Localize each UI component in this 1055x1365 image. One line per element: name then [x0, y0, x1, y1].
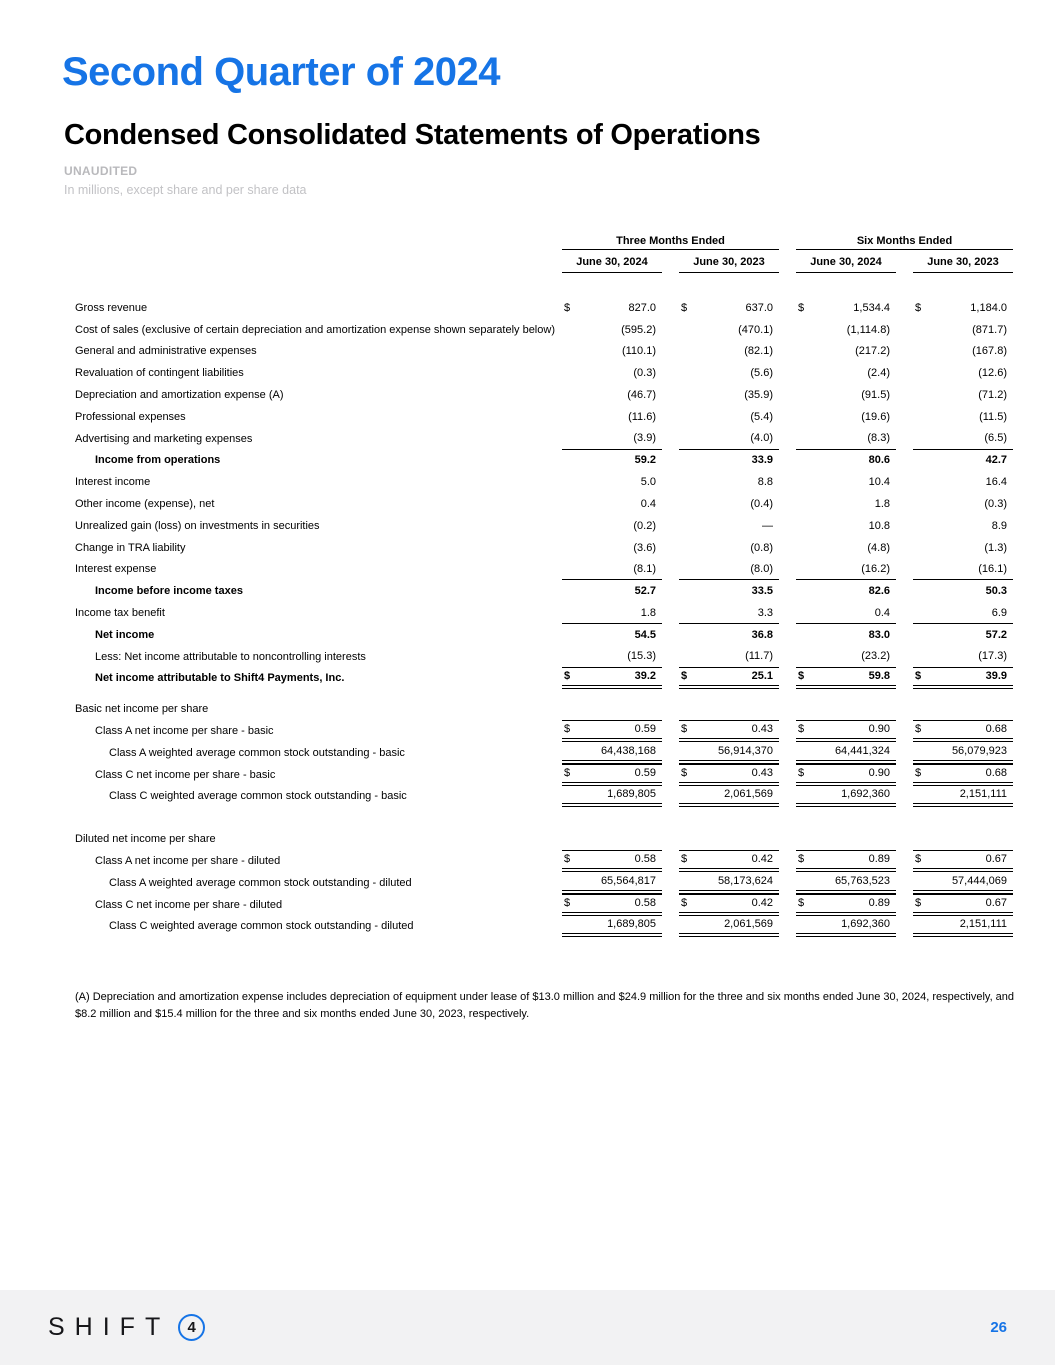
value-number: (0.3) [633, 367, 656, 380]
value-number: 80.6 [868, 454, 890, 467]
value-number: 64,438,168 [600, 744, 656, 757]
row-label: Class C weighted average common stock outstanding - basic [109, 790, 407, 803]
row-label: Class C weighted average common stock outstanding - diluted [109, 920, 414, 933]
currency-symbol: $ [681, 723, 688, 736]
value-number: 56,914,370 [717, 744, 773, 757]
value-cell [796, 471, 896, 493]
value-cell [913, 720, 1013, 742]
page-footer [0, 1290, 1055, 1365]
value-number: 1,689,805 [607, 788, 656, 801]
empty-cell [562, 698, 662, 720]
value-number: (15.3) [627, 650, 656, 663]
value-number: (1,114.8) [846, 323, 890, 336]
row-label: Class A weighted average common stock outstanding - basic [109, 746, 405, 759]
value-cell [562, 515, 662, 537]
row-label: Interest income [75, 476, 151, 489]
row-spacer [75, 689, 1013, 698]
value-cell [913, 602, 1013, 624]
value-cell [913, 916, 1013, 938]
value-number: (4.0) [750, 432, 773, 445]
currency-symbol: $ [564, 897, 571, 910]
value-number: 0.89 [868, 853, 890, 866]
value-cell [796, 850, 896, 872]
value-cell [913, 624, 1013, 646]
value-number: 0.67 [985, 897, 1007, 910]
value-cell [796, 602, 896, 624]
currency-symbol: $ [564, 853, 571, 866]
value-cell [796, 559, 896, 581]
value-cell [679, 624, 779, 646]
value-cell [679, 764, 779, 786]
value-cell [913, 764, 1013, 786]
value-number: 637.0 [745, 301, 773, 314]
value-number: 0.67 [985, 853, 1007, 866]
value-number: (871.7) [972, 323, 1007, 336]
value-number: 0.89 [868, 897, 890, 910]
currency-symbol: $ [915, 301, 922, 314]
value-number: (0.2) [633, 519, 656, 532]
value-number: — [762, 519, 773, 532]
value-number: 83.0 [868, 628, 890, 641]
value-number: (12.6) [978, 367, 1007, 380]
row-label: Depreciation and amortization expense (A) [75, 389, 284, 402]
value-number: 0.68 [985, 767, 1007, 780]
value-number: 57,444,069 [951, 874, 1007, 887]
row-label: General and administrative expenses [75, 345, 257, 358]
currency-symbol: $ [915, 767, 922, 780]
value-cell [679, 319, 779, 341]
value-cell [562, 384, 662, 406]
value-number: (0.4) [750, 498, 773, 511]
value-number: 2,151,111 [959, 788, 1007, 801]
value-number: (8.0) [750, 562, 773, 575]
value-cell [679, 450, 779, 472]
units-note: In millions, except share and per share data [64, 183, 307, 197]
value-number: 1,184.0 [970, 301, 1007, 314]
row-label: Income tax benefit [75, 607, 165, 619]
value-number: 65,564,817 [600, 874, 656, 887]
row-label: Class C net income per share - basic [95, 768, 276, 781]
value-cell [796, 720, 896, 742]
value-cell [913, 515, 1013, 537]
value-number: (0.3) [984, 498, 1007, 511]
value-number: 0.42 [751, 897, 773, 910]
row-label: Cost of sales (exclusive of certain depreciation and amortization expense shown separately below) [75, 323, 555, 336]
column-header: June 30, 2024 [562, 252, 662, 273]
value-cell [796, 450, 896, 472]
value-number: 42.7 [985, 454, 1007, 467]
value-number: (35.9) [744, 389, 773, 402]
value-cell [562, 602, 662, 624]
value-number: (595.2) [621, 323, 656, 336]
value-cell [913, 537, 1013, 559]
value-number: (110.1) [621, 345, 656, 358]
value-number: (11.6) [628, 410, 656, 423]
value-cell [562, 471, 662, 493]
value-cell [679, 786, 779, 808]
value-number: 33.9 [751, 454, 773, 467]
value-number: (167.8) [972, 345, 1007, 358]
page-title: Second Quarter of 2024 [62, 50, 501, 94]
value-cell [562, 297, 662, 319]
value-number: (23.2) [861, 650, 890, 663]
value-number: 0.4 [640, 498, 656, 511]
value-cell [679, 515, 779, 537]
currency-symbol: $ [564, 670, 571, 683]
shift4-logo-text: SHIFT [48, 1313, 171, 1341]
value-number: 0.59 [634, 723, 656, 736]
value-cell [796, 646, 896, 668]
column-group-three-months: Three Months Ended [562, 233, 779, 250]
value-number: 0.59 [634, 767, 656, 780]
value-number: 0.68 [985, 723, 1007, 736]
value-cell [913, 559, 1013, 581]
value-cell [562, 580, 662, 602]
value-number: 65,763,523 [834, 874, 890, 887]
value-number: (6.5) [984, 432, 1007, 445]
value-number: 0.42 [751, 853, 773, 866]
value-cell [913, 428, 1013, 450]
table-corner [75, 233, 545, 250]
table-corner [75, 250, 545, 273]
column-header: June 30, 2023 [679, 252, 779, 273]
currency-symbol: $ [915, 670, 922, 683]
value-number: (0.8) [750, 541, 773, 554]
currency-symbol: $ [681, 670, 688, 683]
value-number: 25.1 [751, 670, 773, 683]
empty-cell [796, 828, 896, 850]
value-cell [913, 850, 1013, 872]
value-cell [796, 580, 896, 602]
currency-symbol: $ [564, 723, 571, 736]
value-cell [679, 872, 779, 894]
value-number: 1.8 [640, 606, 656, 619]
value-number: 0.90 [868, 723, 890, 736]
row-label: Other income (expense), net [75, 498, 215, 511]
row-spacer [75, 807, 1013, 828]
value-cell [796, 297, 896, 319]
value-cell [913, 384, 1013, 406]
currency-symbol: $ [915, 723, 922, 736]
value-number: 52.7 [634, 585, 656, 598]
value-cell [796, 537, 896, 559]
row-label: Class C net income per share - diluted [95, 898, 283, 911]
value-cell [562, 319, 662, 341]
value-cell [562, 493, 662, 515]
row-label: Revaluation of contingent liabilities [75, 367, 244, 380]
value-cell [679, 297, 779, 319]
value-number: 59.2 [634, 454, 656, 467]
currency-symbol: $ [681, 301, 688, 314]
section-label: Diluted net income per share [75, 833, 216, 846]
value-cell [562, 624, 662, 646]
value-cell [562, 428, 662, 450]
value-cell [796, 624, 896, 646]
value-cell [679, 668, 779, 690]
row-spacer [75, 273, 1013, 297]
empty-cell [679, 698, 779, 720]
value-number: 57.2 [985, 628, 1007, 641]
value-number: 1,534.4 [853, 301, 890, 314]
financial-table [75, 233, 1013, 937]
currency-symbol: $ [564, 767, 571, 780]
row-label: Professional expenses [75, 410, 186, 423]
value-cell [913, 786, 1013, 808]
value-number: 10.4 [868, 476, 890, 489]
document-header [62, 50, 761, 197]
value-number: 0.4 [874, 606, 890, 619]
value-number: 36.8 [751, 628, 773, 641]
value-cell [913, 406, 1013, 428]
value-cell [679, 742, 779, 764]
value-cell [679, 471, 779, 493]
value-number: (5.4) [750, 410, 773, 423]
value-number: 0.90 [868, 767, 890, 780]
value-number: (217.2) [855, 345, 890, 358]
value-cell [796, 786, 896, 808]
value-cell [679, 850, 779, 872]
footnote: (A) Depreciation and amortization expense includes depreciation of equipment under lease of $13.0 million and $24.9 million for the three and six months ended June 30, 2024, respectively, and $8.2 million and $15.4 million for the three and six months ended June 30, 2023, respectively. [75, 991, 1015, 1021]
value-number: 54.5 [634, 628, 656, 641]
empty-cell [679, 828, 779, 850]
row-label: Change in TRA liability [75, 541, 186, 554]
value-number: (17.3) [978, 650, 1007, 663]
shift4-logo-badge-icon: 4 [178, 1314, 205, 1341]
value-cell [796, 515, 896, 537]
value-cell [913, 894, 1013, 916]
value-cell [796, 742, 896, 764]
value-cell [562, 341, 662, 363]
value-number: (2.4) [867, 367, 890, 380]
value-number: (11.7) [745, 650, 773, 663]
value-cell [679, 646, 779, 668]
value-cell [562, 916, 662, 938]
value-cell [679, 537, 779, 559]
currency-symbol: $ [915, 897, 922, 910]
value-cell [796, 428, 896, 450]
value-number: 1,692,360 [841, 788, 890, 801]
value-cell [796, 384, 896, 406]
value-cell [913, 319, 1013, 341]
shift4-logo [48, 1313, 205, 1342]
value-number: 5.0 [640, 476, 656, 489]
value-cell [562, 850, 662, 872]
column-group-six-months: Six Months Ended [796, 233, 1013, 250]
value-cell [679, 341, 779, 363]
value-number: (91.5) [861, 389, 890, 402]
value-cell [679, 428, 779, 450]
row-label: Class A net income per share - diluted [95, 854, 281, 867]
empty-cell [913, 698, 1013, 720]
value-cell [679, 916, 779, 938]
value-number: (82.1) [744, 345, 773, 358]
currency-symbol: $ [798, 301, 805, 314]
statement-title: Condensed Consolidated Statements of Operations [64, 119, 761, 151]
unaudited-label: UNAUDITED [64, 164, 138, 178]
value-cell [796, 319, 896, 341]
value-cell [679, 362, 779, 384]
value-cell [796, 406, 896, 428]
value-number: 0.43 [751, 767, 773, 780]
row-label: Class A net income per share - basic [95, 724, 274, 737]
value-cell [913, 362, 1013, 384]
value-cell [679, 406, 779, 428]
row-label: Less: Net income attributable to noncontrolling interests [95, 650, 366, 663]
value-number: 16.4 [985, 476, 1007, 489]
value-cell [562, 559, 662, 581]
value-cell [679, 894, 779, 916]
value-number: 1,692,360 [841, 918, 890, 931]
value-cell [562, 362, 662, 384]
value-number: 82.6 [868, 585, 890, 598]
value-number: 6.9 [991, 606, 1007, 619]
currency-symbol: $ [798, 897, 805, 910]
row-label: Gross revenue [75, 301, 148, 314]
value-number: 2,151,111 [959, 918, 1007, 931]
value-number: 0.58 [634, 853, 656, 866]
value-number: 827.0 [628, 301, 656, 314]
value-cell [913, 668, 1013, 690]
value-cell [913, 742, 1013, 764]
value-cell [796, 916, 896, 938]
value-number: 1.8 [874, 498, 890, 511]
row-label: Net income attributable to Shift4 Payments, Inc. [95, 672, 345, 685]
value-number: 2,061,569 [724, 788, 773, 801]
value-cell [913, 493, 1013, 515]
value-cell [913, 471, 1013, 493]
value-cell [913, 646, 1013, 668]
empty-cell [913, 828, 1013, 850]
value-cell [562, 786, 662, 808]
value-cell [562, 450, 662, 472]
empty-cell [796, 698, 896, 720]
value-cell [679, 493, 779, 515]
value-cell [913, 341, 1013, 363]
page-number: 26 [990, 1319, 1007, 1336]
value-number: (8.3) [867, 432, 890, 445]
value-cell [913, 872, 1013, 894]
row-label: Net income [95, 628, 155, 641]
value-number: (3.6) [633, 541, 656, 554]
value-cell [562, 537, 662, 559]
value-number: 10.8 [868, 519, 890, 532]
value-cell [562, 720, 662, 742]
value-cell [796, 894, 896, 916]
value-cell [562, 894, 662, 916]
value-number: 1,689,805 [607, 918, 656, 931]
currency-symbol: $ [798, 853, 805, 866]
column-header: June 30, 2024 [796, 252, 896, 273]
currency-symbol: $ [681, 767, 688, 780]
currency-symbol: $ [798, 670, 805, 683]
value-number: (4.8) [867, 541, 890, 554]
value-number: (16.2) [861, 562, 890, 575]
row-label: Income from operations [95, 454, 221, 467]
currency-symbol: $ [798, 723, 805, 736]
column-header: June 30, 2023 [913, 252, 1013, 273]
value-cell [679, 384, 779, 406]
value-cell [562, 742, 662, 764]
value-number: 3.3 [757, 606, 773, 619]
value-cell [796, 872, 896, 894]
value-cell [679, 720, 779, 742]
row-label: Unrealized gain (loss) on investments in securities [75, 519, 320, 532]
value-number: (16.1) [978, 562, 1007, 575]
currency-symbol: $ [681, 853, 688, 866]
value-number: 2,061,569 [724, 918, 773, 931]
value-number: (5.6) [750, 367, 773, 380]
row-label: Class A weighted average common stock outstanding - diluted [109, 876, 412, 889]
value-number: 39.2 [634, 670, 656, 683]
value-cell [562, 764, 662, 786]
value-number: (8.1) [633, 562, 656, 575]
value-cell [796, 493, 896, 515]
value-cell [679, 580, 779, 602]
row-label: Interest expense [75, 563, 157, 576]
value-number: 8.8 [757, 476, 773, 489]
value-number: (1.3) [984, 541, 1007, 554]
value-number: 56,079,923 [951, 744, 1007, 757]
value-number: 64,441,324 [834, 744, 890, 757]
value-cell [679, 602, 779, 624]
value-number: (19.6) [861, 410, 890, 423]
row-label: Advertising and marketing expenses [75, 432, 253, 445]
value-number: (470.1) [738, 323, 773, 336]
currency-symbol: $ [798, 767, 805, 780]
value-cell [796, 764, 896, 786]
value-cell [796, 362, 896, 384]
value-number: (71.2) [978, 389, 1007, 402]
row-label: Income before income taxes [95, 585, 243, 598]
value-number: 50.3 [985, 585, 1007, 598]
value-cell [679, 559, 779, 581]
section-label: Basic net income per share [75, 703, 209, 716]
value-cell [913, 580, 1013, 602]
value-cell [562, 646, 662, 668]
value-number: 0.43 [751, 723, 773, 736]
currency-symbol: $ [681, 897, 688, 910]
value-number: 58,173,624 [717, 874, 773, 887]
value-number: (3.9) [633, 432, 656, 445]
value-number: 59.8 [868, 670, 890, 683]
value-cell [562, 668, 662, 690]
value-cell [913, 297, 1013, 319]
value-cell [913, 450, 1013, 472]
value-cell [562, 872, 662, 894]
value-cell [562, 406, 662, 428]
currency-symbol: $ [915, 853, 922, 866]
currency-symbol: $ [564, 301, 571, 314]
empty-cell [562, 828, 662, 850]
value-number: 39.9 [985, 670, 1007, 683]
value-number: (46.7) [627, 389, 656, 402]
value-number: 0.58 [634, 897, 656, 910]
value-number: 8.9 [991, 519, 1007, 532]
value-number: 33.5 [751, 585, 773, 598]
value-cell [796, 668, 896, 690]
value-number: (11.5) [979, 410, 1007, 423]
value-cell [796, 341, 896, 363]
